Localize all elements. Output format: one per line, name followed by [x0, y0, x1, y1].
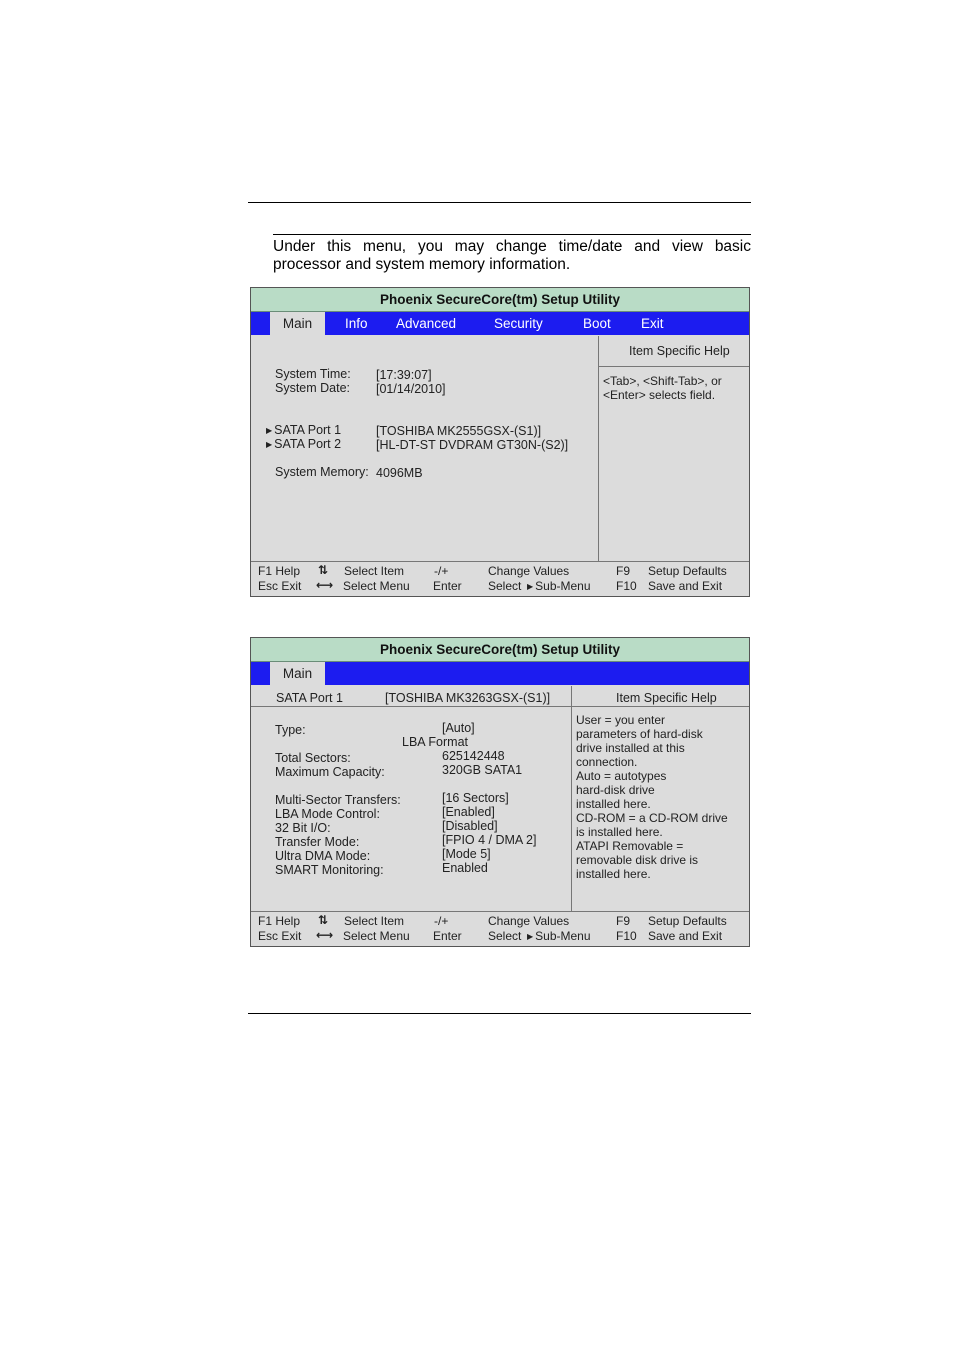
sata-port-header-value: [TOSHIBA MK3263GSX-(S1)] [385, 691, 551, 705]
total-sectors-label: Total Sectors: [275, 751, 351, 765]
key-select-menu: Select Menu [343, 579, 410, 593]
key-f10: F10 [616, 579, 637, 593]
transfer-mode-label: Transfer Mode: [275, 835, 360, 849]
system-time-label: System Time: [275, 367, 351, 381]
key-plus-minus: -/+ [434, 564, 449, 578]
bios-screen-main [250, 287, 750, 597]
type-value[interactable]: [Auto] [442, 721, 475, 735]
bios-title: Phoenix SecureCore(tm) Setup Utility [251, 288, 749, 312]
key-submenu: ▶ Sub-Menu [527, 579, 591, 593]
sata-port-1-value: [TOSHIBA MK2555GSX-(S1)] [376, 424, 542, 438]
bios-screen-sata-port [250, 637, 750, 947]
max-capacity-label: Maximum Capacity: [275, 765, 385, 779]
help-title-divider [598, 366, 749, 367]
updown-arrows-icon: ⇅ [318, 563, 329, 577]
type-label: Type: [275, 723, 306, 737]
menu-info[interactable]: Info [345, 316, 368, 331]
bios-title: Phoenix SecureCore(tm) Setup Utility [251, 638, 749, 662]
menu-main[interactable]: Main [270, 662, 325, 685]
lba-mode-value[interactable]: [Enabled] [442, 805, 495, 819]
item-help-title: Item Specific Help [629, 344, 730, 358]
sata-port-header-label: SATA Port 1 [276, 691, 343, 705]
leftright-arrows-icon: ⟷ [316, 928, 334, 942]
help-line: parameters of hard-disk [576, 727, 703, 741]
menu-advanced[interactable]: Advanced [396, 316, 457, 331]
help-line: drive installed at this [576, 741, 685, 755]
transfer-mode-value[interactable]: [FPIO 4 / DMA 2] [442, 833, 537, 847]
help-line: installed here. [576, 797, 651, 811]
help-line: installed here. [576, 867, 651, 881]
sata-port-2-label: SATA Port 2 [274, 437, 342, 451]
key-save-exit: Save and Exit [648, 929, 723, 943]
key-select: Select [488, 579, 522, 593]
header-divider [251, 706, 749, 707]
intro-paragraph: Under this menu, you may change time/date and view basic processor and system memory information. [273, 238, 751, 273]
ultra-dma-label: Ultra DMA Mode: [275, 849, 371, 863]
system-date-label: System Date: [275, 381, 351, 395]
menu-bar [251, 312, 749, 335]
panel-divider [571, 686, 572, 911]
submenu-arrow-icon: ▶ [266, 440, 273, 449]
multi-sector-label: Multi-Sector Transfers: [275, 793, 401, 807]
footer-divider [251, 561, 749, 562]
key-enter: Enter [433, 929, 462, 943]
key-enter: Enter [433, 579, 462, 593]
menu-exit[interactable]: Exit [641, 316, 664, 331]
footer-divider [251, 911, 749, 912]
key-select-menu: Select Menu [343, 929, 410, 943]
submenu-arrow-icon: ▶ [527, 932, 534, 941]
item-help-title: Item Specific Help [616, 691, 717, 705]
help-line: hard-disk drive [576, 783, 655, 797]
submenu-arrow-icon: ▶ [527, 582, 534, 591]
sata-port-1-item[interactable] [266, 423, 341, 437]
menu-bar [251, 662, 749, 685]
panel-divider [598, 336, 599, 561]
item-help-text: <Tab>, <Shift-Tab>, or <Enter> selects field. [603, 374, 722, 402]
key-f1-help: F1 Help [258, 564, 301, 578]
key-f9: F9 [616, 914, 631, 928]
key-select: Select [488, 929, 522, 943]
key-f10: F10 [616, 929, 637, 943]
submenu-arrow-icon: ▶ [266, 426, 273, 435]
system-memory-value: 4096MB [376, 466, 423, 480]
help-line: connection. [576, 755, 638, 769]
smart-monitoring-value: Enabled [442, 861, 488, 875]
bottom-rule [248, 1013, 751, 1014]
help-line: is installed here. [576, 825, 663, 839]
key-f9: F9 [616, 564, 631, 578]
system-time-value[interactable]: [17:39:07] [376, 368, 432, 382]
help-line: Auto = autotypes [576, 769, 667, 783]
system-memory-label: System Memory: [275, 465, 369, 479]
key-setup-defaults: Setup Defaults [648, 914, 727, 928]
key-select-item: Select Item [344, 914, 405, 928]
max-capacity-value: 320GB SATA1 [442, 763, 523, 777]
sata-port-2-value: [HL-DT-ST DVDRAM GT30N-(S2)] [376, 438, 569, 452]
key-f1-help: F1 Help [258, 914, 301, 928]
total-sectors-value: 625142448 [442, 749, 505, 763]
help-line: ATAPI Removable = [576, 839, 684, 853]
sata-port-1-label: SATA Port 1 [274, 423, 342, 437]
section-rule [273, 234, 751, 235]
key-esc-exit: Esc Exit [258, 579, 302, 593]
lba-format-text: LBA Format [402, 735, 468, 749]
sata-port-2-item[interactable] [266, 437, 341, 451]
help-line: removable disk drive is [576, 853, 699, 867]
key-esc-exit: Esc Exit [258, 929, 302, 943]
menu-main[interactable]: Main [270, 312, 325, 335]
key-setup-defaults: Setup Defaults [648, 564, 727, 578]
ultra-dma-value[interactable]: [Mode 5] [442, 847, 491, 861]
multi-sector-value[interactable]: [16 Sectors] [442, 791, 509, 805]
lba-mode-label: LBA Mode Control: [275, 807, 380, 821]
key-save-exit: Save and Exit [648, 579, 723, 593]
leftright-arrows-icon: ⟷ [316, 578, 334, 592]
updown-arrows-icon: ⇅ [318, 913, 329, 927]
smart-monitoring-label: SMART Monitoring: [275, 863, 384, 877]
menu-security[interactable]: Security [494, 316, 543, 331]
key-select-item: Select Item [344, 564, 405, 578]
key-change-values: Change Values [488, 564, 570, 578]
key-submenu: ▶ Sub-Menu [527, 929, 591, 943]
top-rule [248, 202, 751, 203]
bit32-io-value[interactable]: [Disabled] [442, 819, 498, 833]
bit32-io-label: 32 Bit I/O: [275, 821, 331, 835]
help-line: User = you enter [576, 713, 666, 727]
key-change-values: Change Values [488, 914, 570, 928]
key-plus-minus: -/+ [434, 914, 449, 928]
item-help-text [576, 713, 748, 881]
menu-boot[interactable]: Boot [583, 316, 611, 331]
system-date-value[interactable]: [01/14/2010] [376, 382, 446, 396]
help-line: CD-ROM = a CD-ROM drive [576, 811, 728, 825]
